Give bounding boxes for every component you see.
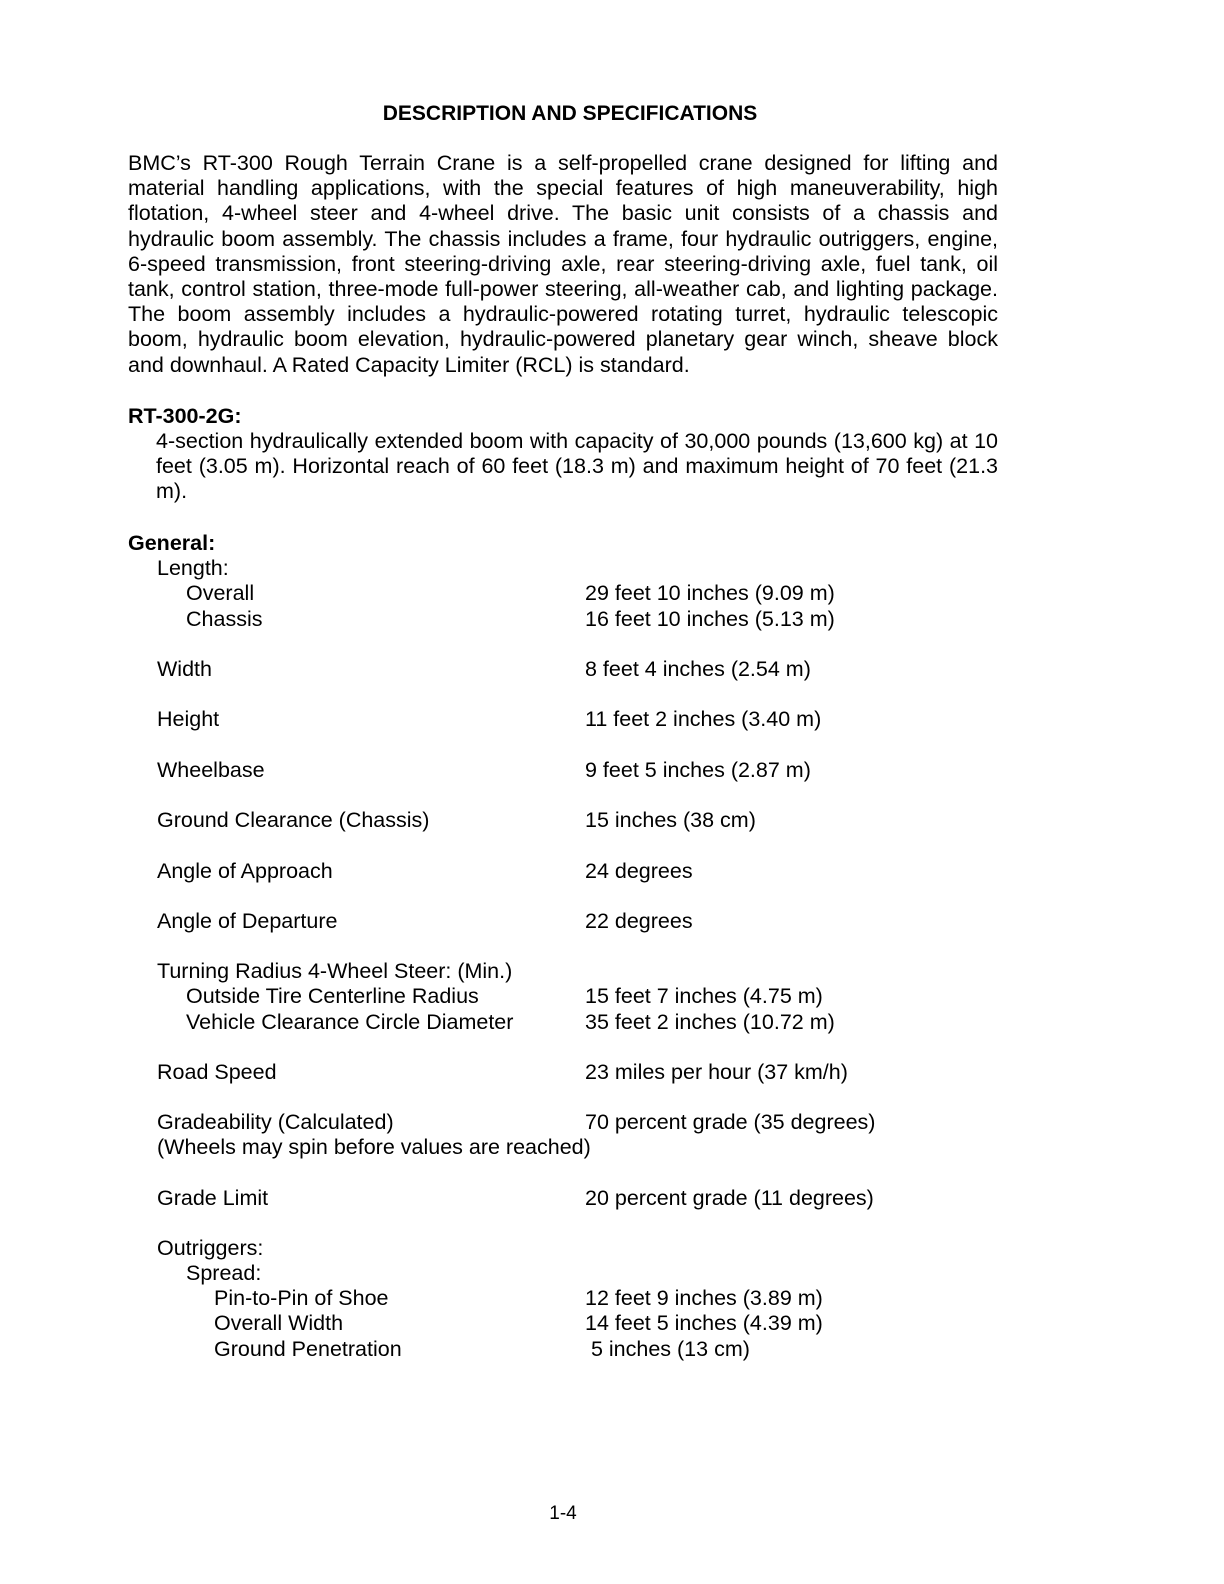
spec-label: Vehicle Clearance Circle Diameter — [186, 1010, 514, 1034]
spec-row-height — [0, 707, 1224, 733]
spec-row-length — [0, 556, 1224, 582]
spec-row-gradeability — [0, 1110, 1224, 1136]
spec-label: Turning Radius 4-Wheel Steer: (Min.) — [157, 959, 513, 983]
spec-row-wheelbase — [0, 758, 1224, 784]
spec-label: Outriggers: — [157, 1236, 264, 1260]
spec-value: 8 feet 4 inches (2.54 m) — [585, 657, 811, 681]
spec-label: Spread: — [186, 1261, 262, 1285]
spec-label: Length: — [157, 556, 229, 580]
spec-label: Ground Penetration — [214, 1337, 402, 1361]
spec-row-overall-width — [0, 1311, 1224, 1337]
spec-row-chassis — [0, 607, 1224, 633]
spec-value: 11 feet 2 inches (3.40 m) — [585, 707, 822, 731]
spec-label: Grade Limit — [157, 1186, 269, 1210]
spec-value: 16 feet 10 inches (5.13 m) — [585, 607, 835, 631]
spec-row-outriggers — [0, 1236, 1224, 1262]
spec-row-angle-departure — [0, 909, 1224, 935]
spec-row-grade-limit — [0, 1186, 1224, 1212]
spec-value: 20 percent grade (11 degrees) — [585, 1186, 874, 1210]
spec-row-angle-approach — [0, 859, 1224, 885]
spec-row-vehicle-clearance — [0, 1010, 1224, 1036]
spec-label: Angle of Departure — [157, 909, 338, 933]
model-description: 4-section hydraulically extended boom with capacity of 30,000 pounds (13,600 kg) at 10 feet (3.05 m). Horizontal reach of 60 feet (18.3 m) and maximum height of 70 feet (21.3 m). — [156, 429, 998, 504]
spec-row-width — [0, 657, 1224, 683]
spec-value: 5 inches (13 cm) — [585, 1337, 750, 1361]
spec-label: Gradeability (Calculated) — [157, 1110, 394, 1134]
spec-label: Angle of Approach — [157, 859, 333, 883]
spec-value: 29 feet 10 inches (9.09 m) — [585, 581, 835, 605]
spec-row-turning-radius — [0, 959, 1224, 985]
spec-value: 12 feet 9 inches (3.89 m) — [585, 1286, 823, 1310]
spec-note: (Wheels may spin before values are reached) — [157, 1135, 591, 1159]
spec-value: 22 degrees — [585, 909, 693, 933]
page-title: DESCRIPTION AND SPECIFICATIONS — [382, 102, 758, 125]
spec-value: 9 feet 5 inches (2.87 m) — [585, 758, 811, 782]
spec-label: Overall — [186, 581, 255, 605]
spec-row-gradeability-note — [0, 1135, 1224, 1161]
spec-label: Height — [157, 707, 220, 731]
spec-label: Wheelbase — [157, 758, 265, 782]
general-heading: General: — [128, 531, 216, 555]
spec-row-spread — [0, 1261, 1224, 1287]
spec-label: Ground Clearance (Chassis) — [157, 808, 430, 832]
spec-row-outside-tire — [0, 984, 1224, 1010]
spec-label: Overall Width — [214, 1311, 344, 1335]
spec-row-overall — [0, 581, 1224, 607]
spec-label: Pin-to-Pin of Shoe — [214, 1286, 389, 1310]
spec-value: 70 percent grade (35 degrees) — [585, 1110, 876, 1134]
spec-value: 15 feet 7 inches (4.75 m) — [585, 984, 823, 1008]
spec-row-road-speed — [0, 1060, 1224, 1086]
spec-label: Outside Tire Centerline Radius — [186, 984, 479, 1008]
spec-row-pin-to-pin — [0, 1286, 1224, 1312]
intro-paragraph: BMC’s RT-300 Rough Terrain Crane is a self-propelled crane designed for lifting and material handling applications, with the special features of high maneuverability, high flotation, 4-wheel steer and 4-wheel drive. The basic unit consists of a chassis and hydraulic boom assembly. The chassis includes a frame, four hydraulic outriggers, engine, 6-speed transmission, front steering-driving axle, rear steering-driving axle, fuel tank, oil tank, control station, three-mode full-power steering, all-weather cab, and lighting package. The boom assembly includes a hydraulic-powered rotating turret, hydraulic telescopic boom, hydraulic boom elevation, hydraulic-powered planetary gear winch, sheave block and downhaul. A Rated Capacity Limiter (RCL) is standard. — [128, 151, 998, 377]
spec-label: Road Speed — [157, 1060, 277, 1084]
spec-label: Chassis — [186, 607, 263, 631]
model-heading: RT-300-2G: — [128, 404, 242, 428]
spec-label: Width — [157, 657, 212, 681]
spec-value: 15 inches (38 cm) — [585, 808, 756, 832]
spec-row-ground-clearance — [0, 808, 1224, 834]
spec-value: 14 feet 5 inches (4.39 m) — [585, 1311, 823, 1335]
spec-row-ground-penetration — [0, 1337, 1224, 1363]
spec-value: 24 degrees — [585, 859, 693, 883]
spec-value: 35 feet 2 inches (10.72 m) — [585, 1010, 835, 1034]
page-number: 1-4 — [549, 1503, 577, 1524]
spec-value: 23 miles per hour (37 km/h) — [585, 1060, 848, 1084]
